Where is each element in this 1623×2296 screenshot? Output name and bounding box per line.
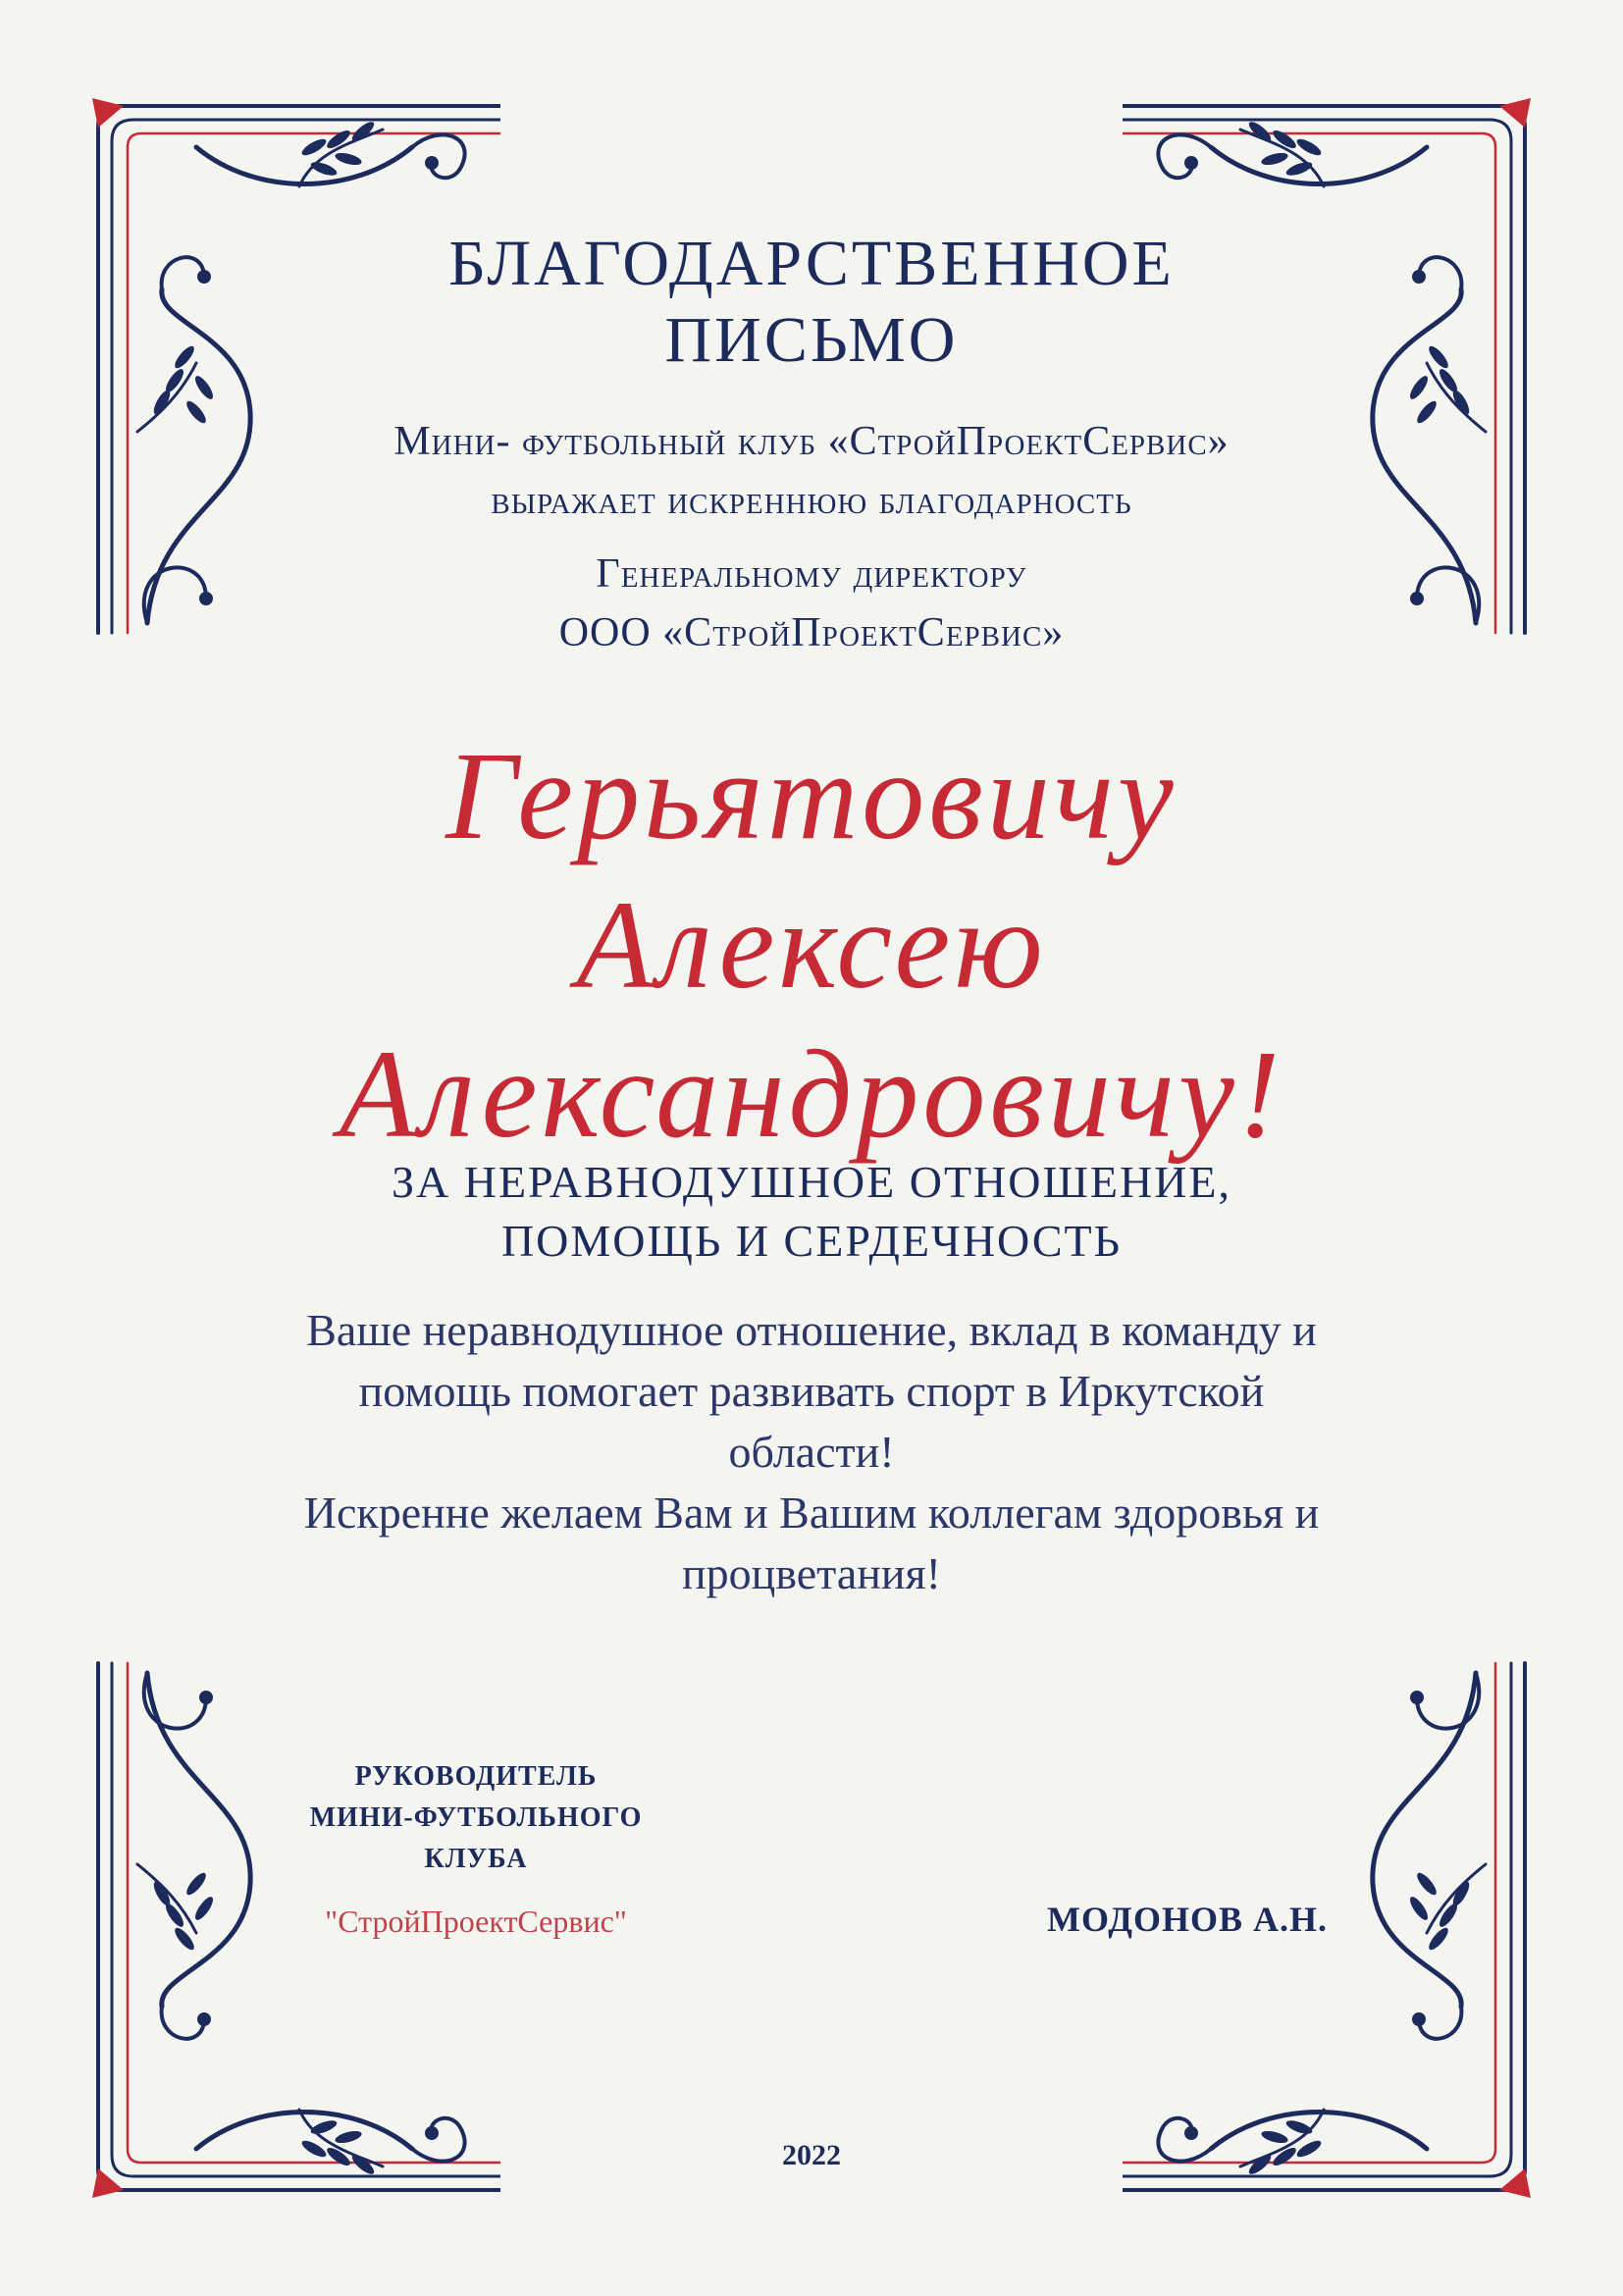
intro-line: Мини- футбольный клуб «СтройПроектСервис» [393,419,1230,464]
recipient-name-line: Герьятовичу [445,726,1178,865]
signatory-position-line: МИНИ-ФУТБОЛЬНОГО [309,1802,643,1833]
title-line: ПИСЬМО [664,304,959,376]
reason-line: ПОМОЩЬ И СЕРДЕЧНОСТЬ [500,1216,1123,1266]
recipient-role-line: Генеральному директору [596,551,1027,597]
body-line: помощь помогает развивать спорт в Иркутской [358,1366,1265,1416]
reason-line: ЗА НЕРАВНОДУШНОЕ ОТНОШЕНИЕ, [391,1157,1232,1207]
recipient-name [0,721,1623,1169]
body-line: Искренне желаем Вам и Вашим коллегам здоровья и [303,1487,1320,1538]
recipient-role [0,545,1623,662]
signatory-position-line: РУКОВОДИТЕЛЬ [354,1761,598,1792]
intro-line: выражает искреннюю благодарность [491,478,1132,523]
body-text [0,1300,1623,1604]
signatory-position [265,1756,687,1880]
intro-text [0,412,1623,530]
recipient-role-line: ООО «СтройПроектСервис» [558,610,1065,655]
body-line: области! [728,1427,895,1477]
signatory-position-line: КЛУБА [424,1844,528,1874]
signatory-name: МОДОНОВ А.Н. [1047,1900,1328,1939]
title-line: БЛАГОДАРСТВЕННОЕ [448,228,1175,299]
body-line: Ваше неравнодушное отношение, вклад в команду и [306,1305,1317,1355]
recipient-name-line: Алексею [576,875,1047,1015]
reason-heading [0,1153,1623,1271]
document-year: 2022 [782,2139,841,2171]
body-line: процветания! [682,1548,941,1598]
recipient-name-line: Александровичу! [339,1024,1284,1164]
signatory-club: "СтройПроектСервис" [325,1904,627,1939]
document-title [0,226,1623,379]
